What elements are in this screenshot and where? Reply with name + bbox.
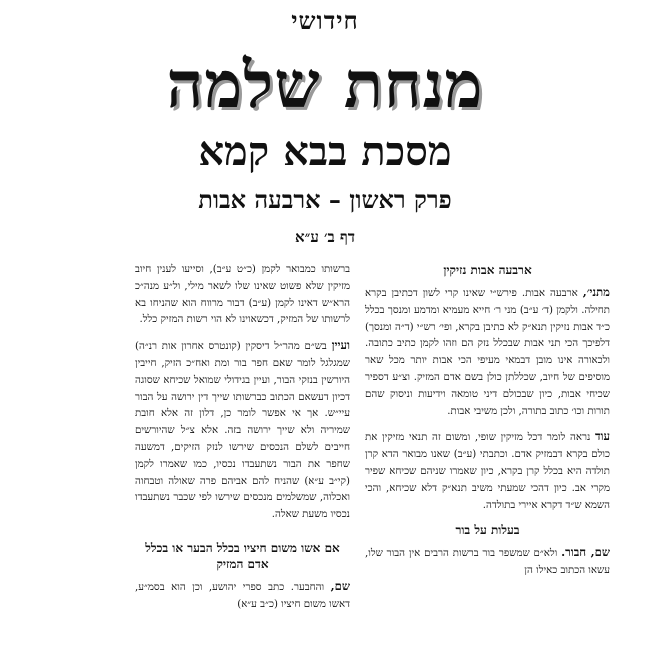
left-paragraph-3 — [135, 578, 350, 614]
main-title: מנחת שלמה — [166, 48, 484, 123]
right-paragraph-2-lead: עוד — [595, 429, 610, 444]
left-paragraph-2-lead: ועיין — [331, 338, 350, 353]
daf-label: דף ב׳ ע״א — [295, 228, 355, 246]
left-column-heading: אם אשו משום חיציו בכלל הבער או בכלל אדם המזיק — [145, 540, 340, 571]
right-paragraph-1 — [365, 284, 610, 420]
right-column — [365, 262, 610, 588]
right-paragraph-1-lead: מתני׳, — [582, 285, 610, 299]
left-paragraph-3-text: והחבער. כתב ספרי יהושע, וכן הוא בסמ״ע, דאשו משום חיציו (כ״ב ע״א) — [135, 581, 350, 610]
top-title: חידושי — [291, 6, 359, 35]
tractate-title: מסכת בבא קמא — [198, 128, 452, 175]
left-paragraph-2-text: בש״ם מהר״ל דיסקין (קונטרס אחרון אות רנ״ה) שמגלגל לומר שאם חפר בור ומת ואח״כ הזיק, חייבין היורשין בנזקי הבור, ועיין בגידולי שמואל שכיחא שסוגה דכיון דעשאם הכתוב כברשותו שייך דין ירושה על הבור עיי״ש. אך אי אפשר לומר כן, דלון זה אלא חובת שמיריה ולא שייך ירושה בזה. אלא צ״ל שהיורשים חייבים לשלם הנכסים שירשו לנזק הזיקים, דמשעה שחפר את הבור נשתעבדו נכסיו, כמו שאמרו לקמן (קי״ב ע״א) שהניח להם אביהם פרה שאולה וטבחוה ואכלוה, שמשלמים מנכסים שירשו לפי שכבר נשתעבדו נכסיו משעת שאלה. — [135, 341, 350, 521]
right-column-subheading: בעלות על בור — [455, 523, 520, 538]
right-paragraph-1-text: ארבעה אבות. פירש״י שאינו קרי לשון דכתיבן בקרא תחילה. ולקמן (ד׳ ע״ב) מני ר׳ חייא מעמיא ומדמע ומנסך בכלל כ״ד אבות נזיקין תנא״ק לא כתיבן בקרא, ופי׳ רש״י (ד״ה ומנסך) דלפיכך הכי תני אבות שבכלל נזק הם וזהו לקמן כתיב כתובה. ולכאורה אינו מובן דבמאי מעיפי הכי אבות יותר מכל שאר מוסיפים של חיוב, שכללתן כולן בשם אדם המזיק. וצ״ע דספיר שכיחי אבות, כיון שבכולם דיני טומאה וידיעות וניסוק שהם תורות וכו׳ כתוב בתורה, ולכן משיבי אבות. — [365, 288, 610, 417]
right-paragraph-3-lead: שם, חבור. — [561, 545, 610, 560]
left-paragraph-2 — [135, 337, 350, 524]
right-paragraph-3 — [365, 544, 610, 580]
right-paragraph-3-text: ולא״ם שמשפר בור ברשות הרבים אין הבור שלו, עשאו הכתוב כאילו הן — [365, 548, 610, 577]
left-paragraph-1-text: ברשותו כמבואר לקמן (כ״ט ע״ב), וסייעו לענין חיוב מזיקין שלא פשוט שאינו שלו לשאר מילי, ול״ע מנה״כ הרא״ש דאינו לקמן (ע״ב) דבור מרווח הוא שהניחו בא לרשותו של המזיק, דכשאוינו לא הוי רשות המזיק כלל. — [135, 264, 350, 326]
chapter-title: פרק ראשון – ארבעה אבות — [198, 185, 452, 214]
right-paragraph-2 — [365, 428, 610, 514]
right-paragraph-2-text: נראה לומר דכל מזיקין שופי, ומשום זה תנאי מזיקין את כולם בקרא דבמזיק אדם. וכתבתי (ע״ב) שאנו מבואר הדא קרן תולדה היא בכלל קרן בקרא, כיון שאמרו שניהם שכיחא שפיר מקרי אב. כיון דהכי שמעתי משיב תנא״ק דלא שכיחא, והכי השמא ש״ד דקרא איירי בתולדה. — [365, 432, 610, 511]
left-column — [135, 262, 350, 622]
left-paragraph-1 — [135, 262, 350, 329]
left-paragraph-3-lead: שם, — [330, 578, 350, 593]
right-column-heading: ארבעה אבות נזיקין — [443, 263, 532, 277]
